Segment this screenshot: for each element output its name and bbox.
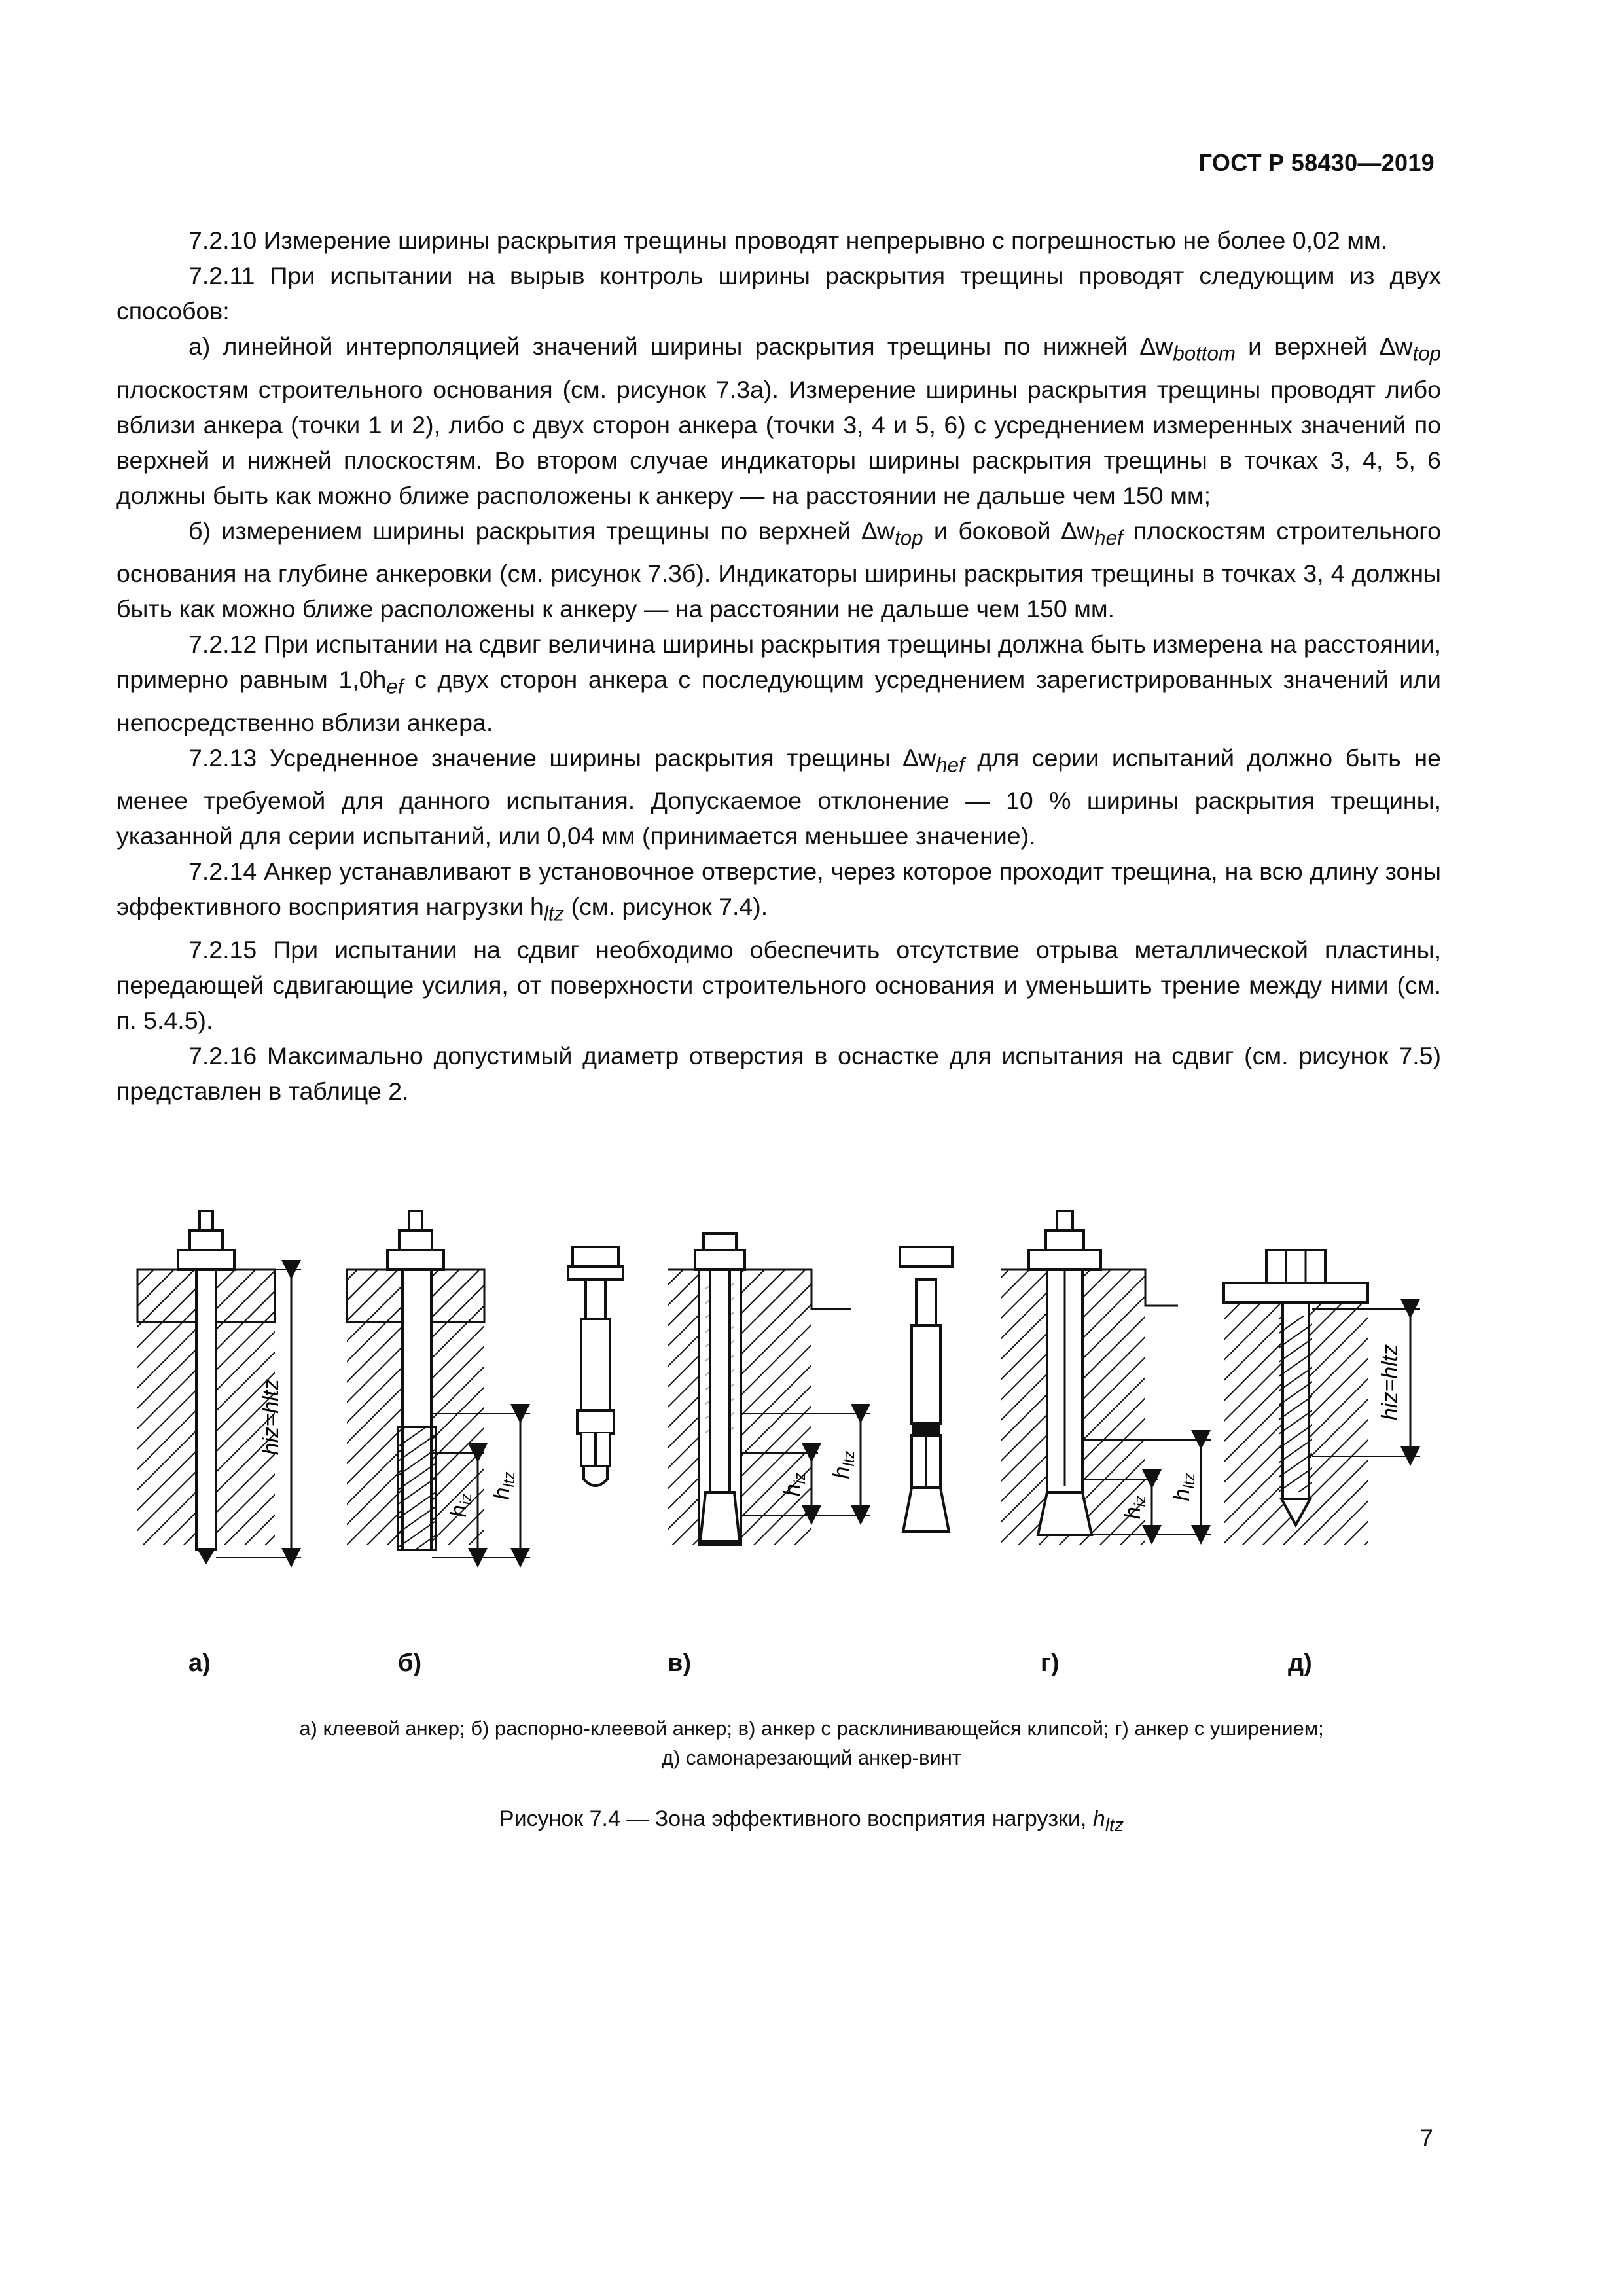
svg-text:hltz: $h_{ltz}$ [490,1471,518,1500]
svg-text:hltz: $h_{ltz}$ [829,1450,858,1479]
page-number: 7 [1419,2125,1433,2151]
figure-legend-line-2: д) самонарезающий анкер-винт [661,1746,962,1769]
paragraph-7-2-16: 7.2.16 Максимально допустимый диаметр отверстия в оснастке для испытания на сдвиг (см. рисунок 7.5) представлен в таблице 2. [116,1041,1441,1105]
panel-c-wedge-anchor [568,1234,870,1545]
panel-label-a: а) [188,1649,211,1677]
paragraph-item-a: а) линейной интерполяцией значений ширины раскрытия трещины по нижней $\Delta w_{bottom}$ и верхней $\Delta w_{top}$ плоскостям строительного основания (см. рисунок 7.3а). Измерение ширины раскрытия трещины проводят либо вблизи анкера (точки 1 и 2), либо с двух сторон анкера (точки 3, 4 и 5, 6) с усреднением измеренных значений по верхней и нижней плоскостям. Во втором случае индикаторы ширины раскрытия трещины в точках 3, 4, 5, 6 должны быть как можно ближе расположены к анкеру — на расстоянии не дальше чем 150 мм; [116,332,1441,509]
paragraph-7-2-13: 7.2.13 Усредненное значение ширины раскрытия трещины $\Delta w_{hef}$ для серии испытаний должно быть не менее требуемой для данного испытания. Допускаемое отклонение — 10 % ширины раскрытия трещины, указанной для серии испытаний, или 0,04 мм (принимается меньшее значение). [116,744,1441,850]
body-text [116,223,1441,1109]
paragraph-7-2-14: 7.2.14 Анкер устанавливают в установочное отверстие, через которое проходит трещина, на всю длину зоны эффективного восприятия нагрузки $h_{ltz}$ (см. рисунок 7.4). [116,857,1441,925]
paragraph-7-2-12: 7.2.12 При испытании на сдвиг величина ширины раскрытия трещины должна быть измерена на расстоянии, примерно равным $1,0h_{ef}$ с двух сторон анкера с последующим усреднением зарегистрированных значений или непосредственно вблизи анкера. [116,630,1441,736]
figure-legend [111,1713,1512,1772]
paragraph-7-2-10: 7.2.10 Измерение ширины раскрытия трещины проводят непрерывно с погрешностью не более 0,02 мм. [188,226,1388,254]
figure-caption: Рисунок 7.4 — Зона эффективного восприятия нагрузки, $h_{ltz}$ [499,1806,1124,1836]
anchor-diagram [0,1178,1623,1689]
panel-d-screw-anchor [1224,1250,1420,1545]
svg-text:hiz=hltz: hiz=hltz [1378,1344,1402,1421]
panel-label-b: б) [398,1649,422,1677]
figure-panel-labels [0,1649,1623,1682]
svg-text:hiz: $h_{iz}$ [780,1472,809,1497]
panel-label-c: в) [668,1649,692,1677]
svg-text:hiz: $h_{iz}$ [446,1493,475,1518]
paragraph-7-2-11: 7.2.11 При испытании на вырыв контроль ширины раскрытия трещины проводят следующим из двух способов: [116,262,1441,325]
svg-text:hltz: $h_{ltz}$ [1169,1473,1198,1501]
panel-label-g: г) [1041,1649,1060,1677]
panel-label-d: д) [1288,1649,1312,1677]
panel-b-injection-anchor [347,1211,530,1558]
svg-text:hiz=hltz: hiz=hltz [259,1378,283,1456]
panel-g-undercut-anchor [900,1211,1211,1545]
document-header: ГОСТ Р 58430—2019 [1198,149,1435,176]
panel-a-bonded-anchor [137,1211,301,1564]
figure-legend-line-1: а) клеевой анкер; б) распорно-клеевой анкер; в) анкер с расклинивающейся клипсой; г) анкер с уширением; [299,1717,1324,1740]
svg-text:hiz: $h_{iz}$ [1120,1495,1149,1520]
paragraph-7-2-15: 7.2.15 При испытании на сдвиг необходимо обеспечить отсутствие отрыва металлической пластины, передающей сдвигающие усилия, от поверхности строительного основания и уменьшить трение между ними (см. п. 5.4.5). [116,935,1441,1034]
paragraph-item-b: б) измерением ширины раскрытия трещины по верхней $\Delta w_{top}$ и боковой $\Delta w_{hef}$ плоскостям строительного основания на глубине анкеровки (см. рисунок 7.3б). Индикаторы ширины раскрытия трещины в точках 3, 4 должны быть как можно ближе расположены к анкеру — на расстоянии не дальше чем 150 мм. [116,516,1441,622]
